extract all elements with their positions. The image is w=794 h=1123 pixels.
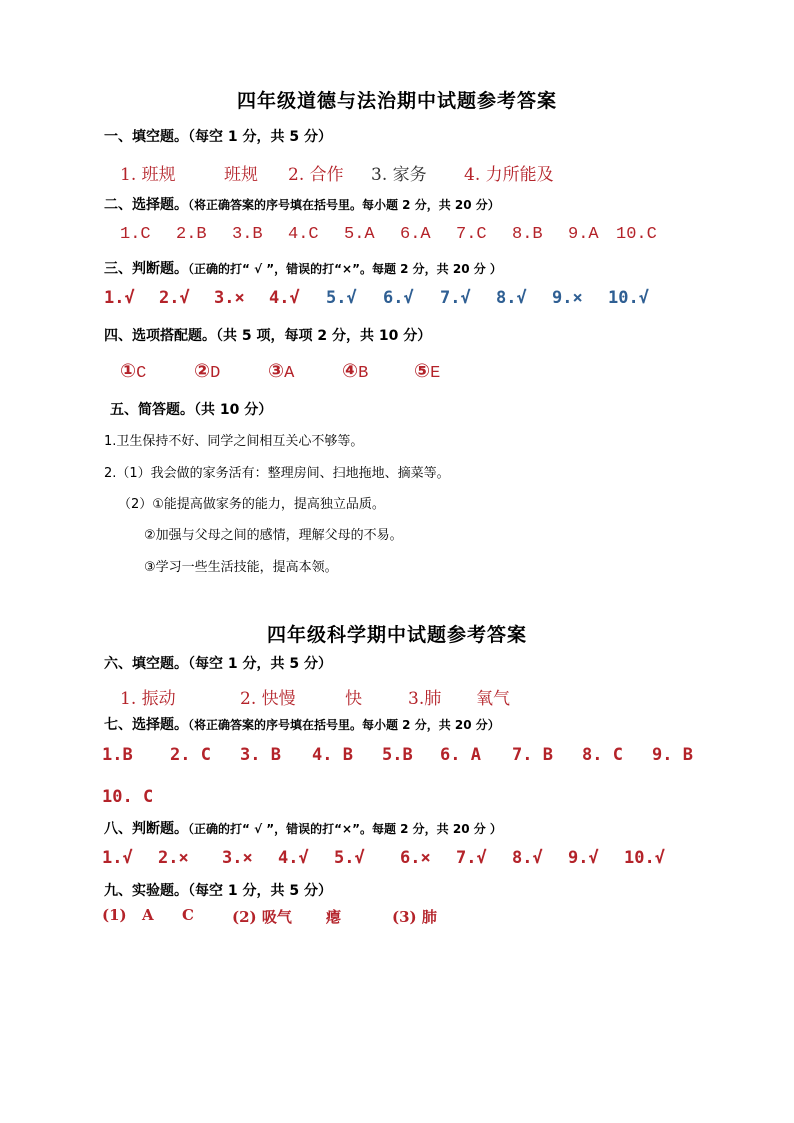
- match-answer: ②D: [194, 360, 221, 383]
- answer-item: 8. C: [582, 745, 623, 765]
- answer-item: 3. 家务: [371, 165, 427, 185]
- answer-item: 10.√: [608, 288, 649, 308]
- answer-item: 10. C: [102, 787, 154, 807]
- answer-item: 3. B: [240, 745, 281, 765]
- answer-item: 8.√: [512, 848, 543, 868]
- answer-item: 7.√: [456, 848, 487, 868]
- answer-item: 7. B: [512, 745, 553, 765]
- answer-item: 2.√: [159, 288, 190, 308]
- answer-item: 6.A: [400, 225, 431, 244]
- answer-item: 5.B: [382, 745, 413, 765]
- answer-item: 9.A: [568, 225, 599, 244]
- section-note: （每空 1 分，共 5 分）: [188, 129, 332, 145]
- answer-item: 8.B: [512, 225, 543, 244]
- section-heading-fill-blank: [104, 653, 332, 673]
- section-label: 一、填空题。: [104, 129, 188, 145]
- answer-line: 2.（1）我会做的家务活有：整理房间、扫地拖地、摘菜等。: [104, 466, 450, 481]
- section-heading-choice: [104, 714, 500, 734]
- answer-line: ②加强与父母之间的感情，理解父母的不易。: [144, 528, 403, 543]
- answer-item: 2.B: [176, 225, 207, 244]
- answer-item: 9.√: [568, 848, 599, 868]
- answer-item: 5.√: [326, 288, 357, 308]
- answer-item: 7.C: [456, 225, 487, 244]
- section-heading-fill-blank: [104, 126, 332, 146]
- section-label: 七、选择题。: [104, 717, 188, 733]
- answer-item: 1. 振动: [120, 689, 176, 709]
- section-note: （每空 1 分，共 5 分）: [188, 883, 332, 899]
- answer-item: 氧气: [476, 689, 510, 709]
- section-label: 五、简答题。: [110, 402, 194, 418]
- section-heading-choice: [104, 194, 500, 214]
- answer-item: 8.√: [496, 288, 527, 308]
- match-answer: ⑤E: [414, 360, 441, 383]
- answer-item: 班规: [224, 165, 258, 185]
- answer-item: 10.C: [616, 225, 657, 244]
- answer-item: (2) 吸气: [232, 908, 292, 926]
- section-heading-short-answer: [110, 399, 272, 419]
- answer-item: 2.×: [158, 848, 189, 868]
- answer-item: 4.C: [288, 225, 319, 244]
- answer-item: 4. 力所能及: [464, 165, 554, 185]
- section-heading-matching: [104, 325, 431, 345]
- section-label: 三、判断题。: [104, 261, 188, 277]
- section-note: （共 10 分）: [194, 402, 273, 418]
- answer-item: (3) 肺: [392, 908, 437, 926]
- section-label: 八、判断题。: [104, 821, 188, 837]
- answer-item: 1. 班规: [120, 165, 176, 185]
- answer-item: 1.B: [102, 745, 133, 765]
- answer-item: 3.B: [232, 225, 263, 244]
- section-note: （将正确答案的序号填在括号里。每小题 2 分，共 20 分）: [188, 198, 500, 212]
- answer-line: 1.卫生保持不好、同学之间相互关心不够等。: [104, 434, 364, 449]
- answer-item: 1.√: [102, 848, 133, 868]
- section-label: 二、选择题。: [104, 197, 188, 213]
- answer-item: 瘪: [326, 908, 342, 926]
- answer-item: A: [142, 906, 154, 924]
- answer-item: 9. B: [652, 745, 693, 765]
- section-note: （正确的打“ √ ”，错误的打“×”。每题 2 分，共 20 分 ）: [188, 262, 502, 276]
- section-heading-true-false: [104, 258, 502, 278]
- answer-item: 4.√: [269, 288, 300, 308]
- answer-item: 6. A: [440, 745, 481, 765]
- answer-line: （2）①能提高做家务的能力，提高独立品质。: [118, 497, 385, 512]
- answer-item: 9.×: [552, 288, 583, 308]
- answer-item: 3.×: [214, 288, 245, 308]
- page-title-science: 四年级科学期中试题参考答案: [266, 624, 527, 646]
- section-note: （每空 1 分，共 5 分）: [188, 656, 332, 672]
- answer-item: 7.√: [440, 288, 471, 308]
- section-heading-true-false: [104, 818, 502, 838]
- answer-item: 2. C: [170, 745, 211, 765]
- answer-item: 快: [345, 689, 362, 709]
- answer-item: 5.A: [344, 225, 375, 244]
- answer-item: 1.√: [104, 288, 135, 308]
- answer-item: 1.C: [120, 225, 151, 244]
- section-label: 六、填空题。: [104, 656, 188, 672]
- answer-item: 2. 合作: [288, 165, 344, 185]
- answer-item: 6.×: [400, 848, 431, 868]
- section-note: （共 5 项，每项 2 分，共 10 分）: [216, 328, 432, 344]
- answer-item: C: [182, 906, 194, 924]
- answer-item: 10.√: [624, 848, 665, 868]
- match-answer: ④B: [342, 360, 369, 383]
- answer-item: 4.√: [278, 848, 309, 868]
- answer-item: (1): [102, 906, 127, 924]
- section-note: （将正确答案的序号填在括号里。每小题 2 分，共 20 分）: [188, 718, 500, 732]
- section-label: 四、选项搭配题。: [104, 328, 216, 344]
- answer-item: 5.√: [334, 848, 365, 868]
- page-title-ethics: 四年级道德与法治期中试题参考答案: [236, 90, 557, 112]
- section-note: （正确的打“ √ ”，错误的打“×”。每题 2 分，共 20 分 ）: [188, 822, 502, 836]
- match-answer: ③A: [268, 360, 295, 383]
- answer-item: 2. 快慢: [240, 689, 296, 709]
- match-answer: ①C: [120, 360, 147, 383]
- answer-item: 3.肺: [408, 689, 442, 709]
- section-heading-experiment: [104, 880, 332, 900]
- section-label: 九、实验题。: [104, 883, 188, 899]
- answer-item: 6.√: [383, 288, 414, 308]
- answer-item: 3.×: [222, 848, 253, 868]
- answer-line: ③学习一些生活技能，提高本领。: [144, 560, 338, 575]
- answer-item: 4. B: [312, 745, 353, 765]
